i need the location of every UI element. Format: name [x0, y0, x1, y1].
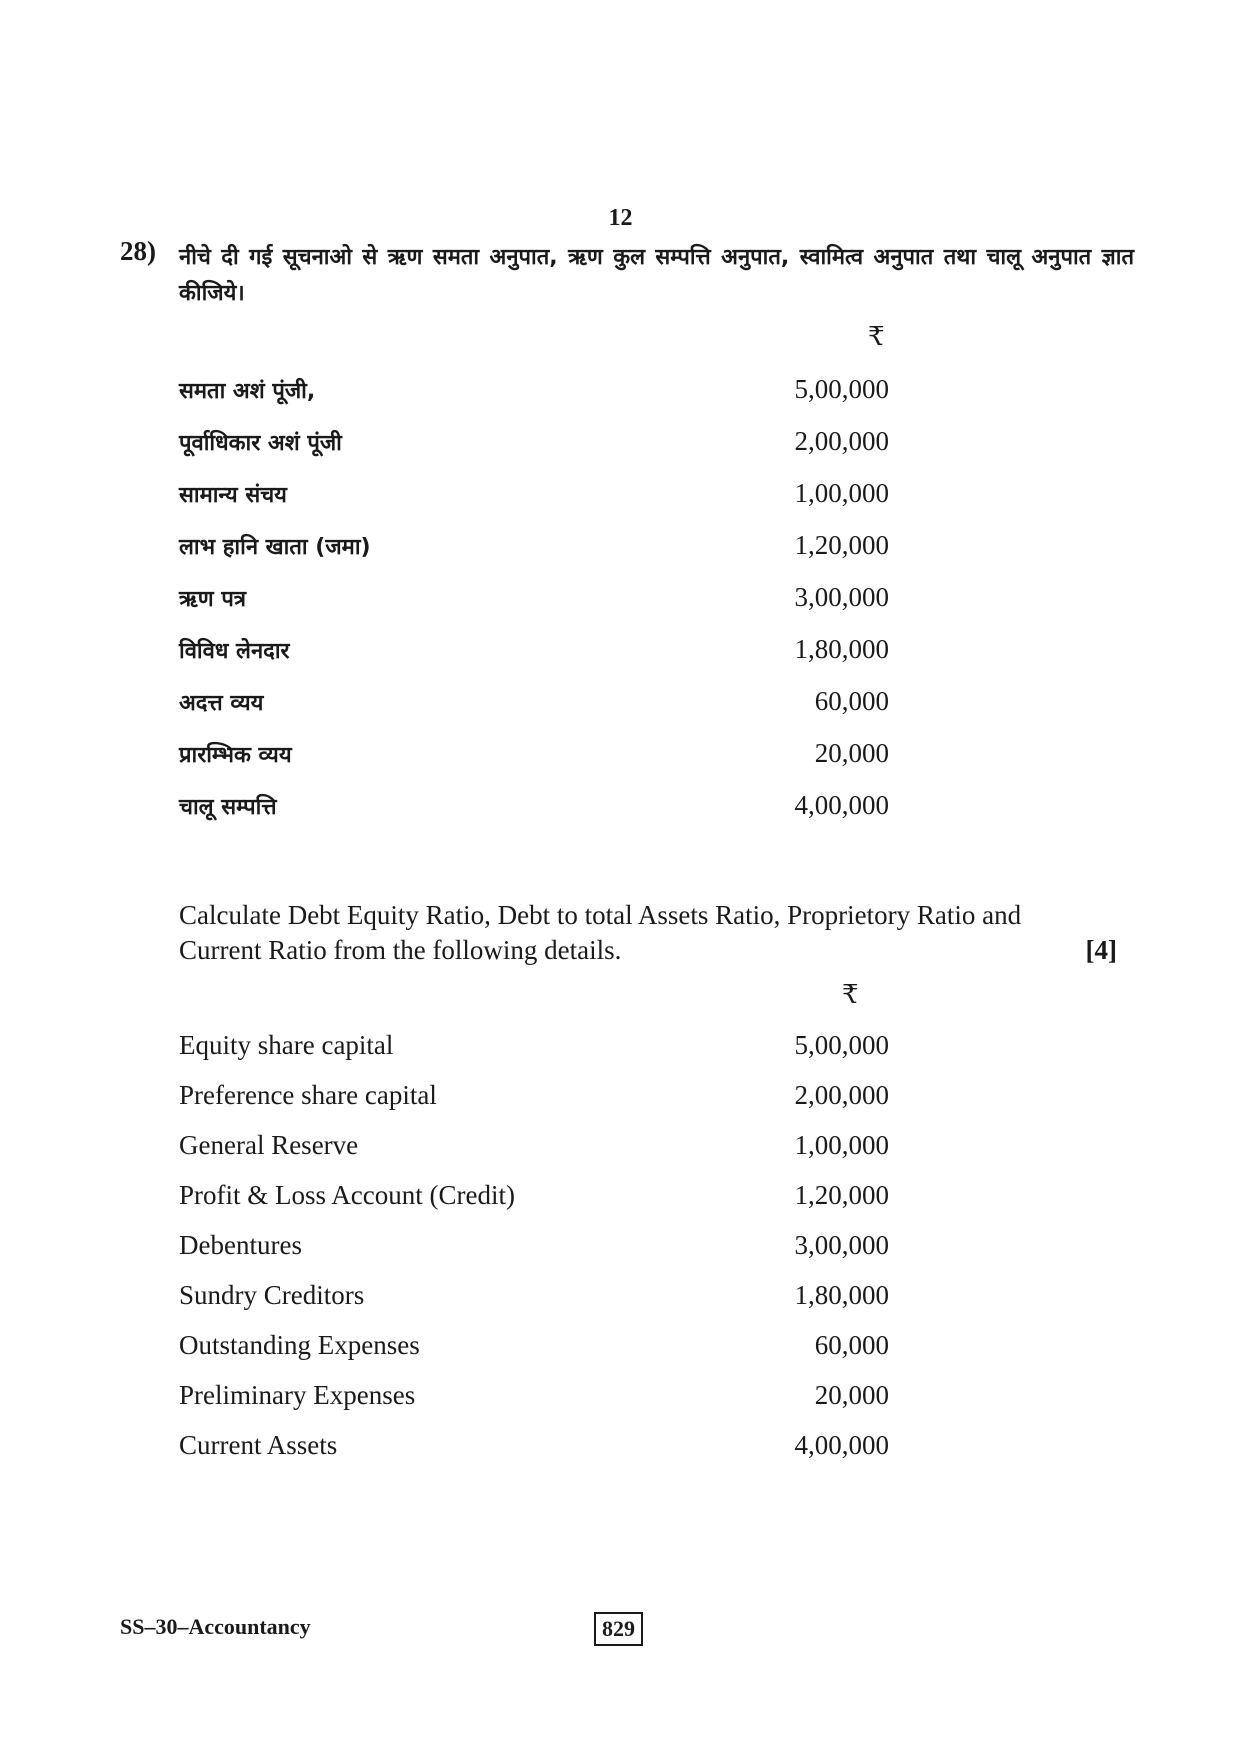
english-question-line2-row — [179, 933, 1117, 968]
item-label: विविध लेनदार — [179, 639, 290, 664]
table-row — [179, 790, 889, 842]
item-value: 3,00,000 — [794, 1230, 889, 1260]
table-row — [179, 374, 889, 426]
item-value: 20,000 — [814, 1380, 889, 1410]
page-number: 12 — [608, 205, 633, 231]
item-value: 20,000 — [814, 738, 889, 768]
item-label: Debentures — [179, 1230, 302, 1260]
footer-subject-code: SS–30–Accountancy — [120, 1614, 311, 1639]
english-question-line1: Calculate Debt Equity Ratio, Debt to total Assets Ratio, Proprietory Ratio and — [179, 900, 1022, 930]
item-label: प्रारम्भिक व्यय — [179, 743, 292, 768]
item-label: समता अशं पूंजी, — [179, 379, 316, 404]
item-label: ऋण पत्र — [179, 587, 246, 612]
table-row — [179, 686, 889, 738]
item-value: 2,00,000 — [794, 426, 889, 456]
item-value: 1,20,000 — [794, 1180, 889, 1210]
english-question-text — [179, 898, 1117, 968]
hindi-question-text: नीचे दी गई सूचनाओ से ऋण समता अनुपात, ऋण कुल सम्पत्ति अनुपात, स्वामित्व अनुपात तथा चालू अनुपात ज्ञात कीजिये। — [179, 245, 1134, 306]
table-row — [179, 1330, 889, 1380]
item-label: Equity share capital — [179, 1030, 394, 1060]
item-label: Preliminary Expenses — [179, 1380, 416, 1410]
item-value: 1,80,000 — [794, 634, 889, 664]
footer-page-number: 829 — [594, 1612, 643, 1646]
item-value: 60,000 — [814, 1330, 889, 1360]
table-row — [179, 1130, 889, 1180]
rupee-symbol-english: ₹ — [842, 980, 859, 1009]
item-label: पूर्वाधिकार अशं पूंजी — [179, 431, 342, 456]
table-row — [179, 1430, 889, 1480]
item-value: 5,00,000 — [794, 1030, 889, 1060]
item-value: 5,00,000 — [794, 374, 889, 404]
table-row — [179, 1380, 889, 1430]
item-label: चालू सम्पत्ति — [179, 795, 277, 820]
english-question-line2: Current Ratio from the following details. — [179, 935, 622, 965]
table-row — [179, 1230, 889, 1280]
item-value: 1,00,000 — [794, 1130, 889, 1160]
item-label: Outstanding Expenses — [179, 1330, 420, 1360]
table-row — [179, 1280, 889, 1330]
item-value: 1,20,000 — [794, 530, 889, 560]
table-row — [179, 426, 889, 478]
item-value: 4,00,000 — [794, 790, 889, 820]
rupee-symbol-hindi: ₹ — [868, 322, 885, 351]
item-label: सामान्य संचय — [179, 483, 287, 508]
table-row — [179, 530, 889, 582]
table-row — [179, 738, 889, 790]
item-label: Sundry Creditors — [179, 1280, 365, 1310]
table-row — [179, 634, 889, 686]
item-value: 60,000 — [814, 686, 889, 716]
item-value: 1,80,000 — [794, 1280, 889, 1310]
item-label: अदत्त व्यय — [179, 691, 264, 716]
item-value: 2,00,000 — [794, 1080, 889, 1110]
table-row — [179, 1080, 889, 1130]
item-label: Current Assets — [179, 1430, 338, 1460]
item-value: 1,00,000 — [794, 478, 889, 508]
item-label: Preference share capital — [179, 1080, 437, 1110]
table-row — [179, 1180, 889, 1230]
hindi-data-table — [179, 374, 889, 842]
table-row — [179, 582, 889, 634]
english-data-table — [179, 1030, 889, 1480]
table-row — [179, 478, 889, 530]
question-number: 28) — [120, 236, 156, 266]
marks-label: [4] — [1085, 935, 1117, 965]
item-label: लाभ हानि खाता (जमा) — [179, 535, 371, 560]
item-label: General Reserve — [179, 1130, 359, 1160]
item-value: 4,00,000 — [794, 1430, 889, 1460]
item-label: Profit & Loss Account (Credit) — [179, 1180, 515, 1210]
table-row — [179, 1030, 889, 1080]
item-value: 3,00,000 — [794, 582, 889, 612]
